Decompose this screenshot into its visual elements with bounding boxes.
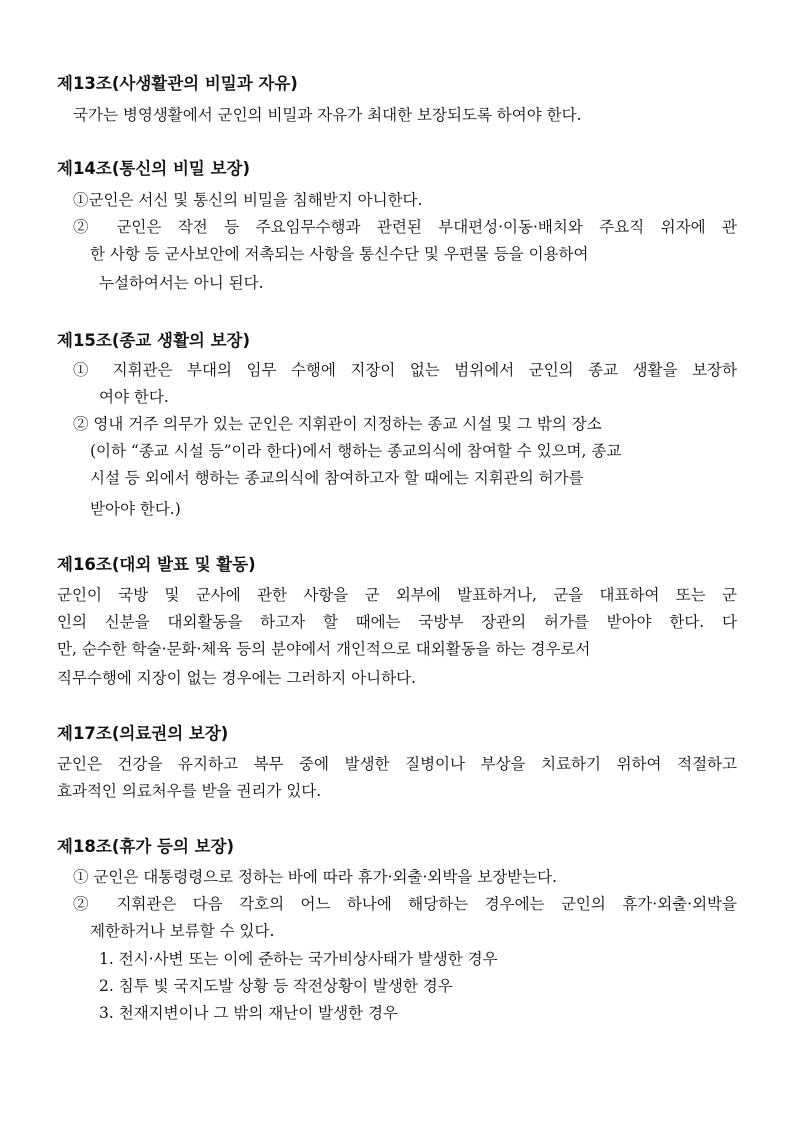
article-15-clause-1-line-1: ① 지휘관은 부대의 임무 수행에 지장이 없는 범위에서 군인의 종교 생활을 보장하 xyxy=(73,361,737,379)
article-18-item-3: 3. 천재지변이나 그 밖의 재난이 발생한 경우 xyxy=(99,1004,398,1022)
article-15-clause-2-line-1: ② 영내 거주 의무가 있는 군인은 지휘관이 지정하는 종교 시설 및 그 밖의 장소 xyxy=(73,415,602,433)
article-18-clause-2-line-2: 제한하거나 보류할 수 있다. xyxy=(90,922,275,940)
article-14-clause-2-line-3: 누설하여서는 아니 된다. xyxy=(99,274,264,292)
article-14-heading: 제14조(통신의 비밀 보장) xyxy=(57,159,250,178)
article-13-heading: 제13조(사생활관의 비밀과 자유) xyxy=(57,74,298,93)
article-15-clause-2-line-2: (이하 “종교 시설 등”이라 한다)에서 행하는 종교의식에 참여할 수 있으며, 종교 xyxy=(90,442,622,460)
article-15-clause-2-line-4: 받아야 한다.) xyxy=(90,500,181,518)
article-18-item-1: 1. 전시·사변 또는 이에 준하는 국가비상사태가 발생한 경우 xyxy=(99,950,498,968)
article-18-item-2: 2. 침투 빛 국지도발 상황 등 작전상황이 발생한 경우 xyxy=(99,977,453,995)
article-18-heading: 제18조(휴가 등의 보장) xyxy=(57,837,235,856)
article-17-heading: 제17조(의료권의 보장) xyxy=(57,724,229,743)
article-13-text: 국가는 병영생활에서 군인의 비밀과 자유가 최대한 보장되도록 하여야 한다. xyxy=(73,106,582,124)
article-15-clause-1-line-2: 여야 한다. xyxy=(99,388,169,406)
article-15-clause-2-line-3: 시설 등 외에서 행하는 종교의식에 참여하고자 할 때에는 지휘관의 허가를 xyxy=(90,469,584,487)
article-16-heading: 제16조(대외 발표 및 활동) xyxy=(57,555,256,574)
article-14-clause-1: ①군인은 서신 및 통신의 비밀을 침해받지 아니한다. xyxy=(73,191,423,209)
article-16-line-1: 군인이 국방 및 군사에 관한 사항을 군 외부에 발표하거나, 군을 대표하여 또는 군 xyxy=(57,586,737,604)
article-16-line-2: 인의 신분을 대외활동을 하고자 할 때에는 국방부 장관의 허가를 받아야 한다. 다 xyxy=(57,613,737,631)
article-15-heading: 제15조(종교 생활의 보장) xyxy=(57,331,250,350)
article-14-clause-2-line-1: ② 군인은 작전 등 주요임무수행과 관련된 부대편성·이동·배치와 주요직 위자에 관 xyxy=(73,218,737,236)
article-17-line-1: 군인은 건강을 유지하고 복무 중에 발생한 질병이나 부상을 치료하기 위하여 적절하고 xyxy=(57,755,737,773)
article-16-line-3: 만, 순수한 학술·문화·체육 등의 분야에서 개인적으로 대외활동을 하는 경우로서 xyxy=(57,640,591,658)
article-18-clause-2-line-1: ② 지휘관은 다음 각호의 어느 하나에 해당하는 경우에는 군인의 휴가·외출·외박을 xyxy=(73,895,737,913)
article-14-clause-2-line-2: 한 사항 등 군사보안에 저촉되는 사항을 통신수단 및 우편물 등을 이용하여 xyxy=(90,245,589,263)
article-18-clause-1: ① 군인은 대통령령으로 정하는 바에 따라 휴가·외출·외박을 보장받는다. xyxy=(73,868,558,886)
article-16-line-4: 직무수행에 지장이 없는 경우에는 그러하지 아니하다. xyxy=(57,669,416,687)
article-17-line-2: 효과적인 의료처우를 받을 권리가 있다. xyxy=(57,782,322,800)
